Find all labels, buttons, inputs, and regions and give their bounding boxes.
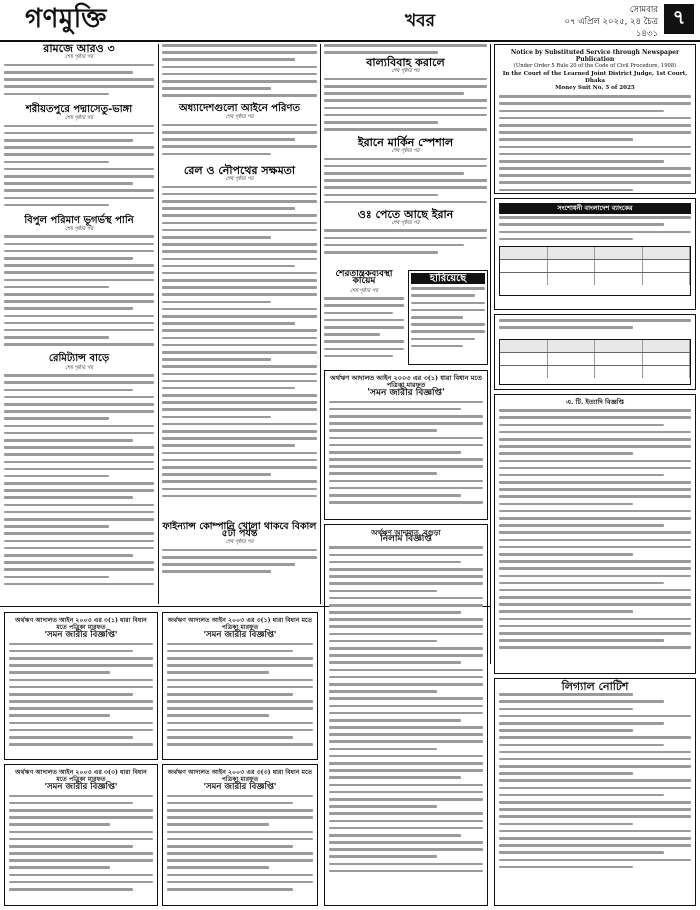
bank-notice [494,198,696,310]
continued-note: শেষ পৃষ্ঠার পর [350,287,378,294]
notice-title: অর্থঋণ আদালত আইন ২০০৩ এর ৩(১) ধারা বিধান মতে পত্রিকা মারফত [167,617,313,632]
nilam-notice [324,524,488,906]
article-body [162,186,317,521]
notice-table [499,246,691,296]
column-2 [162,44,317,604]
missing-title: হারিয়েছে [411,273,485,284]
continued-note: শেষ পৃষ্ঠার পর [225,114,254,121]
article-body [324,78,487,138]
notice-body [167,643,313,751]
continued-note: শেষ পৃষ্ঠার পর [65,364,93,371]
notice-body [329,546,483,896]
headline-bipod: ওঃ পেতে আছে ইরান [357,207,454,221]
article-body [162,549,317,589]
notice-body [411,287,485,357]
article-body [4,235,154,353]
masthead [0,0,700,42]
notice-body [499,95,691,194]
notice-title: অর্থঋণ আদালত আইন ২০০৩ এর ৩(৩) ধারা বিধান মতে পত্রিকা মারফত [15,769,147,784]
article-body [324,297,404,365]
headline-adhyadesh: অধ্যাদেশগুলো আইনে পরিণত [178,103,300,114]
headline-nirvachon: শৈরতন্ত্রিকব্যবস্থা কায়েম [335,270,393,287]
summon-notice-2 [4,612,158,760]
notice-subtitle: 'সমন জারীর বিজ্ঞপ্তি' [203,782,277,793]
weekday: সোমবার [629,5,658,15]
bank-notice-title: সংশোধনী বাংলাদেশ ব্যাংকের [499,203,691,214]
notice-subtitle: 'সমন জারীর বিজ্ঞপ্তি' [44,630,118,641]
continued-note: শেষ পৃষ্ঠার পর [391,68,420,75]
english-court: In the Court of the Learned Joint District Judge, 1st Court, Dhaka [502,70,688,84]
notice-body [9,795,153,895]
notice-table [499,339,691,385]
page-number: ৭ [664,4,694,34]
continued-note: শেষ পৃষ্ঠার পর [391,220,420,227]
notice-body [499,216,691,246]
article-body [162,44,317,104]
headline-balyabibaha: বাল্যবিবাহ করালে [366,56,445,69]
continued-note: শেষ পৃষ্ঠার পর [65,54,93,61]
bank-notice-2 [494,314,696,390]
article-body [162,124,317,166]
headline-rail: রেল ও নৌপথের সক্ষমতা [183,163,296,177]
issue-date: ০৭ এপ্রিল ২০২৫, ২৪ চৈত্র ১৪৩১ [564,17,658,39]
article-body [4,374,154,604]
headline-shoriatpur: শরীয়তপুরে পদ্মাসেতু-ভাঙ্গা [25,103,133,115]
notice-subtitle: 'সমন জারীর বিজ্ঞপ্তি' [367,388,445,399]
column-3-lower-left [324,270,404,365]
legal-notice [494,678,696,906]
section-title: খবর [405,11,435,31]
legal-notice-title: লিগ্যাল নোটিশ [561,680,629,693]
english-suit: Money Suit No. 5 of 2025 [555,85,635,92]
nilam-court: অর্থঋণ আদালত, বগুড়া [371,528,441,537]
notice-subtitle: 'সমন জারীর বিজ্ঞপ্তি' [44,782,118,793]
article-body [4,64,154,102]
headline-remittance: রেমিট্যান্স বাড়ে [48,353,110,365]
english-notice-sub: (Under Order 5 Rule 20 of the Code of Civil Procedure, 1908) [513,63,677,70]
continued-note: শেষ পৃষ্ঠার পর [65,115,93,122]
summon-notice-3 [162,612,318,760]
dakhil-title: এ. টি. ইত্যাদি বিজ্ঞপ্তি [566,398,624,406]
article-body [4,125,154,215]
article-body [324,158,487,210]
headline-bipul: বিপুল পরিমাণ ভূগর্ভস্থ পানি [24,214,134,226]
notice-body [499,409,691,664]
headline-ramzan: রামজে আরও ৩ [43,44,115,55]
continued-note: শেষ পৃষ্ঠার পর [65,226,93,233]
dateline [548,4,658,40]
headline-finance: ফাইন্যান্স কোম্পানি খোলা থাকবে বিকাল ৫টা পর্যন্ত [162,520,317,540]
notice-title: অর্থঋণ আদালত আইন ২০০৩ এর ৩(১) ধারা বিধান মতে পত্রিকা মারফত [15,617,147,632]
article-body [324,229,487,261]
summon-notice-4 [4,764,158,906]
dakhil-notice [494,394,696,674]
notice-subtitle: 'সমন জারীর বিজ্ঞপ্তি' [203,630,277,641]
english-notice-title: Notice by Substituted Service through Newspaper Publication [510,49,680,64]
notice-body [9,643,153,751]
missing-notice [408,270,488,365]
notice-body [167,795,313,895]
column-rule [320,44,321,604]
notice-title: অর্থঋণ আদালত আইন ২০০৩ এর ৩(৩) ধারা বিধান মতে পত্রিকা মারফত [167,769,313,784]
column-1 [4,44,154,604]
notice-body [499,319,691,339]
notice-body [329,401,483,511]
newspaper-logo: গণমুক্তি [25,4,107,34]
column-rule [158,44,159,604]
continued-note: শেষ পৃষ্ঠার পর [391,148,420,155]
column-rule [490,44,491,664]
continued-note: শেষ পৃষ্ঠার পর [225,539,254,546]
notice-body [499,693,691,893]
column-3 [324,44,487,269]
notice-title: অর্থঋণ আদালত আইন ২০০৩ এর ৩(১) ধারা বিধান মতে পত্রিকা মারফত [330,374,482,390]
english-court-notice [494,44,696,194]
summon-notice-1 [324,370,488,520]
summon-notice-5 [162,764,318,906]
continued-note: শেষ পৃষ্ঠার পর [225,176,254,183]
headline-iran: ইরানে মার্কিন স্পেশাল [357,135,454,149]
nilam-title: নিলাম বিজ্ঞপ্তি [380,534,432,545]
